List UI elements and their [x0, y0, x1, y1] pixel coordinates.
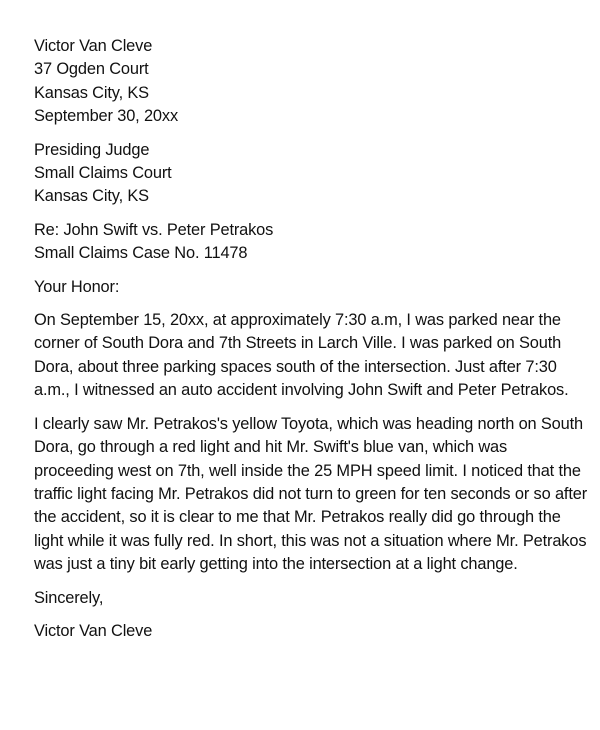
- reference-block: [34, 219, 580, 266]
- paragraph-1-line: Dora, about three parking spaces south of the intersection. Just after 7:30: [34, 357, 557, 376]
- paragraph-2-line: proceeding west on 7th, well inside the 25 MPH speed limit. I noticed that the: [34, 461, 581, 480]
- paragraph-2: [34, 413, 588, 577]
- sender-name: Victor Van Cleve: [34, 37, 153, 55]
- reference-case-parties: Re: John Swift vs. Peter Petrakos: [34, 220, 274, 239]
- paragraph-2-line: light while it was fully red. In short, this was not a situation where Mr. Petrakos: [34, 531, 587, 550]
- recipient-title: Presiding Judge: [34, 140, 150, 159]
- closing: [34, 587, 580, 610]
- sender-city: Kansas City, KS: [34, 83, 149, 102]
- paragraph-2-line: Dora, go through a red light and hit Mr. Swift's blue van, which was: [34, 438, 508, 457]
- sender-address: [34, 35, 580, 129]
- paragraph-2-line: the accident, so it is clear to me that Mr. Petrakos really did go through the: [34, 508, 561, 527]
- paragraph-2-line: I clearly saw Mr. Petrakos's yellow Toyota, which was heading north on South: [34, 414, 583, 433]
- salutation: [34, 276, 580, 299]
- salutation-text: Your Honor:: [34, 277, 120, 296]
- signature-name: Victor Van Cleve: [34, 621, 153, 640]
- reference-case-number: Small Claims Case No. 11478: [34, 244, 248, 263]
- paragraph-1-line: corner of South Dora and 7th Streets in Larch Ville. I was parked on South: [34, 334, 562, 353]
- paragraph-2-line: was just a tiny bit early getting into the intersection at a light change.: [34, 555, 518, 574]
- recipient-court: Small Claims Court: [34, 164, 172, 183]
- recipient-city: Kansas City, KS: [34, 187, 149, 206]
- recipient-address: [34, 139, 580, 209]
- letter-date: September 30, 20xx: [34, 107, 178, 126]
- paragraph-1: [34, 309, 580, 403]
- sender-street: 37 Ogden Court: [34, 60, 149, 79]
- paragraph-1-line: On September 15, 20xx, at approximately 7:30 a.m, I was parked near the: [34, 311, 561, 330]
- signature-block: [34, 620, 580, 643]
- paragraph-1-line: a.m., I witnessed an auto accident involving John Swift and Peter Petrakos.: [34, 381, 569, 400]
- closing-text: Sincerely,: [34, 588, 104, 607]
- paragraph-2-line: traffic light facing Mr. Petrakos did not turn to green for ten seconds or so after: [34, 484, 588, 503]
